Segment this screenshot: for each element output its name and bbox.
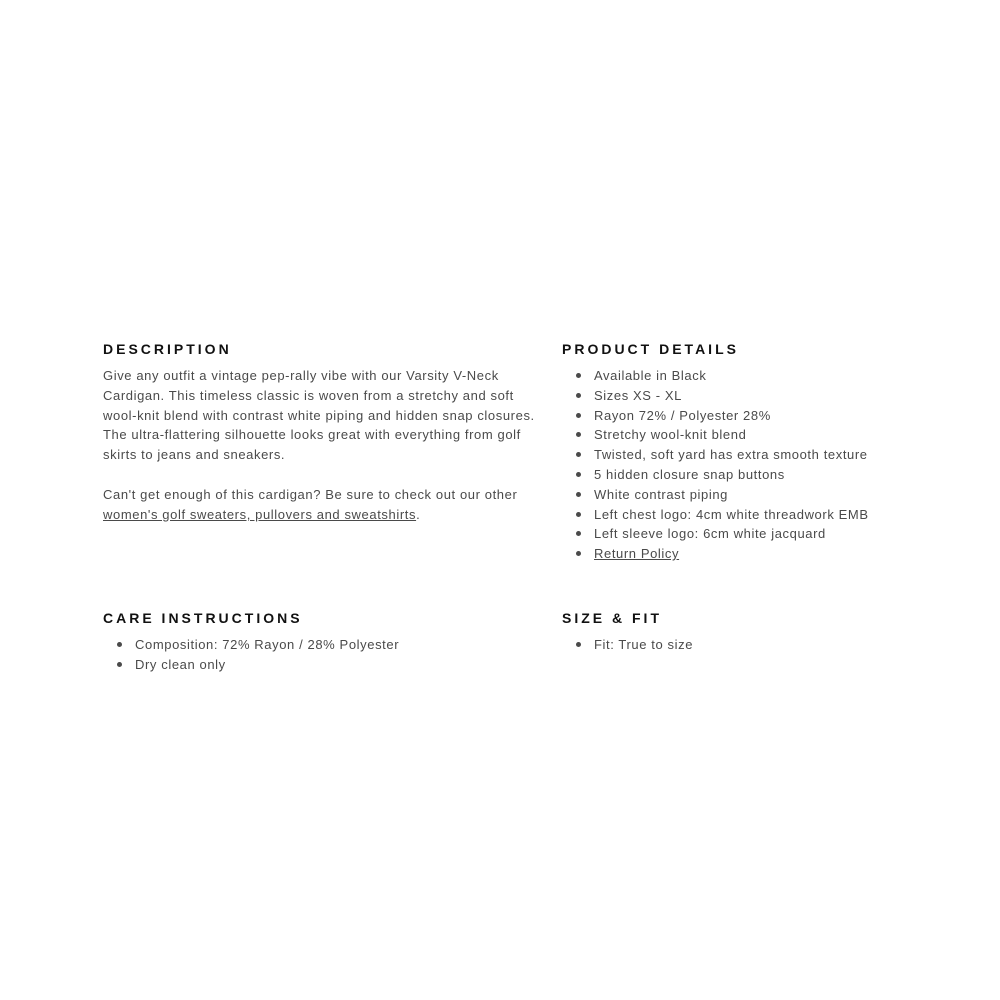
bullet-icon bbox=[576, 531, 581, 536]
bullet-icon bbox=[576, 432, 581, 437]
product-details-section bbox=[562, 340, 942, 564]
fit-text: Fit: True to size bbox=[594, 637, 694, 652]
bullet-icon bbox=[117, 662, 122, 667]
bullet-icon bbox=[576, 413, 581, 418]
list-item bbox=[562, 524, 942, 544]
care-instructions-heading: CARE INSTRUCTIONS bbox=[103, 610, 303, 626]
bullet-icon bbox=[576, 393, 581, 398]
detail-text: 5 hidden closure snap buttons bbox=[594, 466, 785, 482]
cross-sell-period: . bbox=[416, 506, 421, 522]
detail-text: Stretchy wool-knit blend bbox=[594, 427, 747, 443]
care-text: Composition: 72% Rayon / 28% Polyester bbox=[135, 637, 400, 652]
description-section bbox=[103, 340, 543, 524]
list-item bbox=[562, 366, 942, 386]
cross-sell-text: Can't get enough of this cardigan? Be sure to check out our other bbox=[103, 486, 518, 502]
bullet-icon bbox=[576, 472, 581, 477]
detail-text: White contrast piping bbox=[594, 486, 728, 502]
list-item bbox=[562, 465, 942, 485]
size-fit-heading: SIZE & FIT bbox=[562, 610, 662, 626]
care-instructions-section bbox=[103, 609, 543, 675]
bullet-icon bbox=[576, 512, 581, 517]
description-paragraph: Give any outfit a vintage pep-rally vibe with our Varsity V-Neck Cardigan. This timeless classic is woven from a stretchy and soft wool-knit blend with contrast white piping and hidden snap closures. The ultra-flattering silhouette looks great with everything from golf skirts to jeans and sneakers. bbox=[103, 368, 535, 463]
detail-text: Sizes XS - XL bbox=[594, 387, 682, 403]
return-policy-link[interactable]: Return Policy bbox=[594, 546, 680, 562]
list-item bbox=[103, 635, 543, 655]
list-item bbox=[562, 445, 942, 465]
womens-golf-sweaters-link[interactable]: women's golf sweaters, pullovers and sweatshirts bbox=[103, 506, 417, 522]
product-details-list bbox=[562, 366, 942, 564]
detail-text: Left sleeve logo: 6cm white jacquard bbox=[594, 526, 826, 542]
list-item bbox=[562, 406, 942, 426]
bullet-icon bbox=[117, 642, 122, 647]
description-heading: DESCRIPTION bbox=[103, 341, 232, 357]
bullet-icon bbox=[576, 642, 581, 647]
list-item bbox=[562, 544, 942, 564]
list-item bbox=[562, 386, 942, 406]
size-fit-list bbox=[562, 635, 942, 655]
care-text: Dry clean only bbox=[135, 656, 226, 672]
detail-text: Twisted, soft yard has extra smooth texture bbox=[594, 447, 868, 463]
list-item bbox=[562, 485, 942, 505]
list-item bbox=[103, 655, 543, 675]
list-item bbox=[562, 425, 942, 445]
description-cross-sell bbox=[103, 485, 543, 525]
bullet-icon bbox=[576, 452, 581, 457]
bullet-icon bbox=[576, 492, 581, 497]
care-instructions-list bbox=[103, 635, 543, 675]
bullet-icon bbox=[576, 551, 581, 556]
bullet-icon bbox=[576, 373, 581, 378]
size-fit-section bbox=[562, 609, 942, 655]
detail-text: Rayon 72% / Polyester 28% bbox=[594, 407, 771, 423]
detail-text: Left chest logo: 4cm white threadwork EMB bbox=[594, 506, 869, 522]
list-item bbox=[562, 635, 942, 655]
list-item bbox=[562, 505, 942, 525]
product-details-heading: PRODUCT DETAILS bbox=[562, 341, 739, 357]
detail-text: Available in Black bbox=[594, 368, 707, 383]
